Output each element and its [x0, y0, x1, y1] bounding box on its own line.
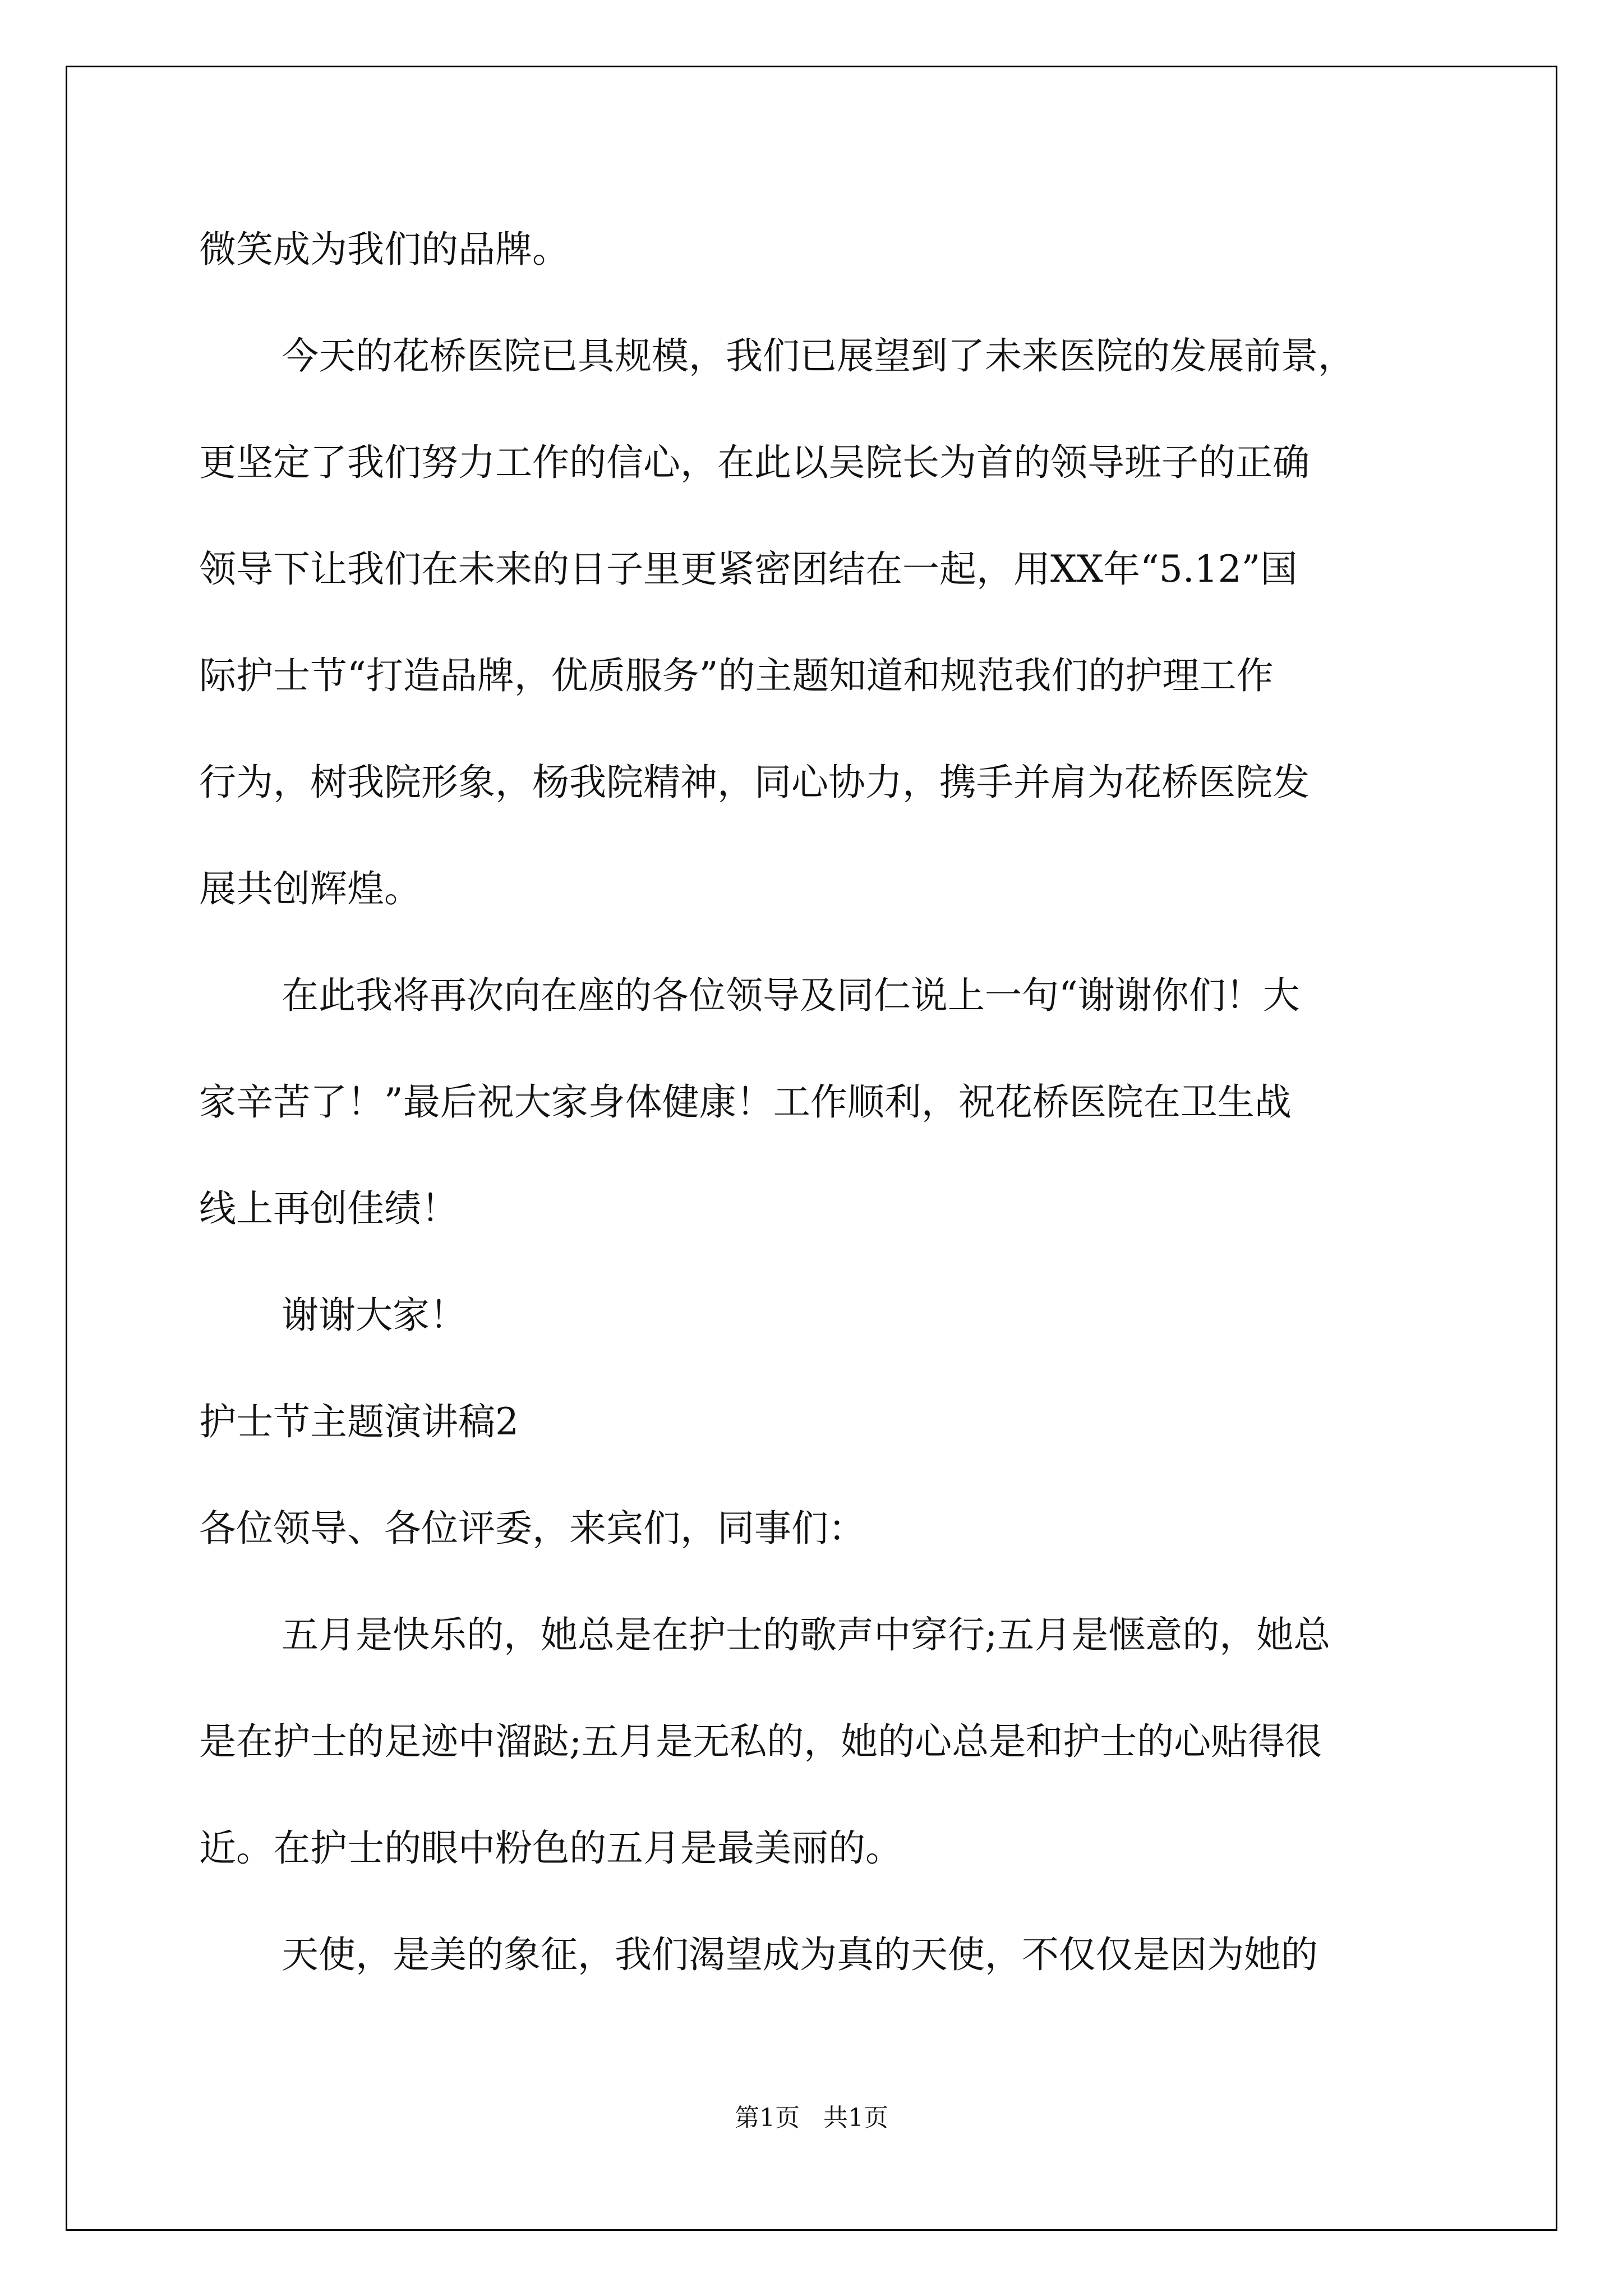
section-heading: 护士节主题演讲稿2: [199, 1400, 519, 1443]
text-line: 际护士节“打造品牌，优质服务”的主题知道和规范我们的护理工作: [199, 654, 1274, 697]
page-total: 共1页: [823, 2104, 888, 2132]
text-line: 领导下让我们在未来的日子里更紧密团结在一起，用XX年“5.12”国: [199, 547, 1298, 591]
text-line: 线上再创佳绩！: [199, 1187, 458, 1230]
text-line: 今天的花桥医院已具规模，我们已展望到了未来医院的发展前景，: [282, 334, 1355, 378]
salutation: 各位领导、各位评委，来宾们，同事们：: [199, 1507, 865, 1550]
text-line: 近。在护士的眼中粉色的五月是最美丽的。: [199, 1826, 902, 1870]
page-border: [66, 66, 1557, 2231]
text-line: 五月是快乐的，她总是在护士的歌声中穿行;五月是惬意的，她总: [282, 1613, 1331, 1657]
text-line: 行为，树我院形象，杨我院精神，同心协力，携手并肩为花桥医院发: [199, 761, 1310, 804]
text-line: 谢谢大家！: [282, 1294, 467, 1337]
text-line: 天使，是美的象征，我们渴望成为真的天使，不仅仅是因为她的: [282, 1933, 1318, 1976]
text-line: 更坚定了我们努力工作的信心，在此以吴院长为首的领导班子的正确: [199, 441, 1310, 484]
text-line: 在此我将再次向在座的各位领导及同仁说上一句“谢谢你们！大: [282, 974, 1300, 1017]
text-line: 是在护士的足迹中溜跶;五月是无私的，她的心总是和护士的心贴得很: [199, 1720, 1322, 1763]
text-line: 微笑成为我们的品牌。: [199, 228, 569, 271]
text-line: 展共创辉煌。: [199, 867, 421, 910]
page-number: 第1页: [735, 2104, 800, 2132]
text-line: 家辛苦了！”最后祝大家身体健康！工作顺利，祝花桥医院在卫生战: [199, 1080, 1292, 1124]
page-footer: [0, 2102, 1623, 2134]
